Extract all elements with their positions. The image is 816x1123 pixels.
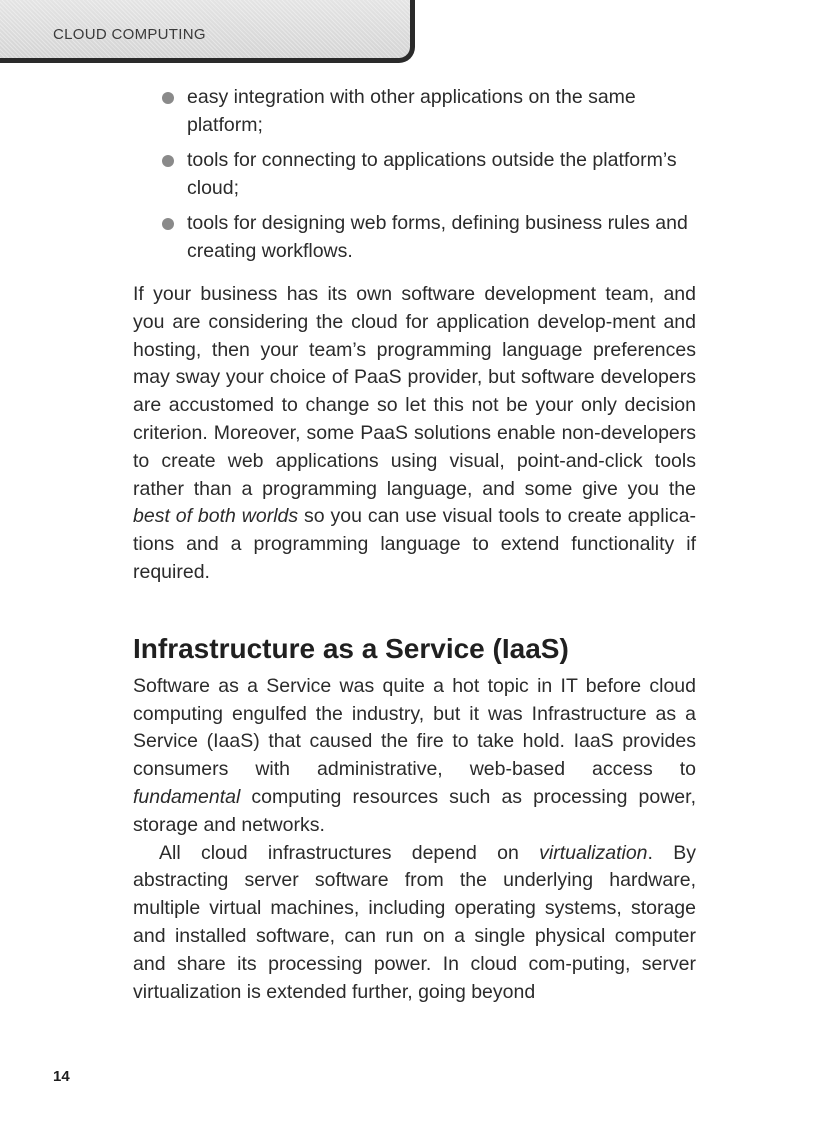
paragraph-emphasis: virtualization	[539, 841, 648, 864]
running-header-label: CLOUD COMPUTING	[53, 26, 206, 43]
paragraph-virtualization	[133, 840, 696, 1007]
paragraph-emphasis: fundamental	[133, 785, 241, 808]
bullet-item	[133, 84, 696, 139]
bullet-icon	[162, 92, 174, 104]
paragraph-text: . By abstracting server software from the underlying hardware, multiple virtual machines, including operating systems, storage and installed software, can run on a single physical computer and share its processing power. In cloud com-puting, server virtualization is extended further, going beyond	[133, 841, 696, 1003]
running-header-tab	[0, 0, 415, 63]
paragraph-text: so you can use visual tools to create applica-tions and a programming language to extend functionality if required.	[133, 505, 696, 583]
bullet-item	[133, 147, 696, 202]
bullet-list	[133, 84, 696, 265]
paragraph-paas-development	[133, 281, 696, 587]
page-number: 14	[53, 1068, 70, 1085]
paragraph-text: Software as a Service was quite a hot topic in IT before cloud computing engulfed the industry, but it was Infrastructure as a Service (IaaS) that caused the fire to take hold. IaaS provides consumers with administrative, web-based access to	[133, 674, 696, 781]
paragraph-text: computing resources such as processing power, storage and networks.	[133, 785, 696, 836]
bullet-text: tools for connecting to applications outside the platform’s cloud;	[187, 149, 677, 199]
page-body	[133, 84, 696, 1006]
section-heading: Infrastructure as a Service (IaaS)	[133, 632, 569, 664]
bullet-text: easy integration with other applications on the same platform;	[187, 86, 636, 136]
bullet-icon	[162, 155, 174, 167]
bullet-text: tools for designing web forms, defining business rules and creating workflows.	[187, 212, 688, 262]
paragraph-text: If your business has its own software development team, and you are considering the cloud for application develop-ment and hosting, then your team’s programming language preferences may sway your choice of PaaS provider, but software developers are accustomed to change so let this not be your only decision criterion. Moreover, some PaaS solutions enable non-developers to create web applications using visual, point-and-click tools rather than a programming language, and some give you the	[133, 283, 696, 500]
bullet-icon	[162, 218, 174, 230]
paragraph-iaas-intro	[133, 673, 696, 840]
bullet-item	[133, 210, 696, 265]
paragraph-emphasis: best of both worlds	[133, 505, 299, 528]
paragraph-text: All cloud infrastructures depend on	[159, 841, 540, 864]
